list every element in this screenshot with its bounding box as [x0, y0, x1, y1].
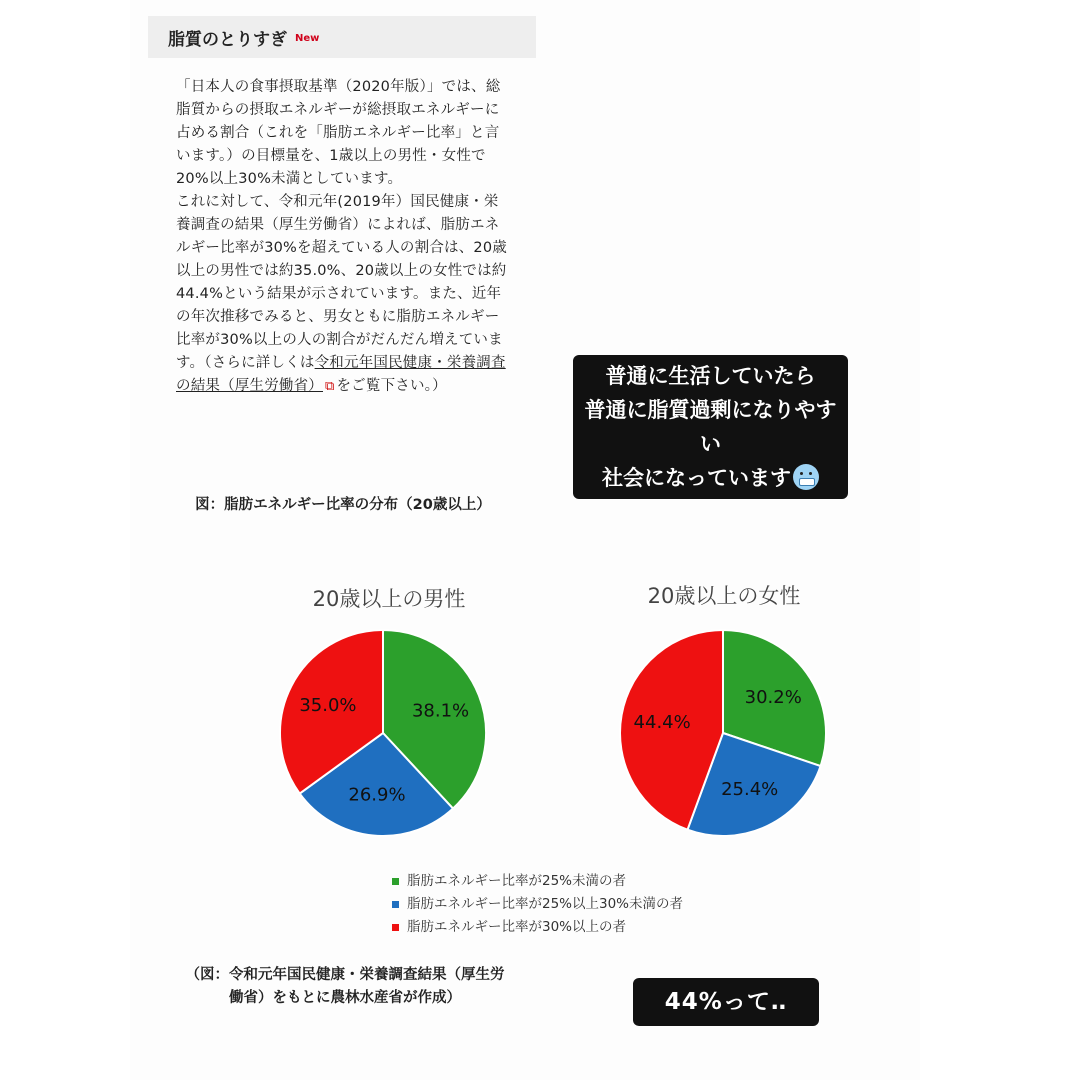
section-header	[148, 16, 536, 58]
pie-data-label: 38.1%	[411, 700, 470, 722]
legend-label: 脂肪エネルギー比率が25%未満の者	[407, 873, 627, 889]
legend-label: 脂肪エネルギー比率が30%以上の者	[407, 919, 627, 935]
pie-chart-male	[278, 628, 488, 838]
legend-item-over30	[392, 916, 683, 939]
pie-data-label: 35.0%	[299, 694, 357, 716]
pie-title-male: 20歳以上の男性	[312, 587, 466, 611]
article-body	[176, 76, 512, 398]
comment-sticker-bottom: 44%って‥	[633, 978, 819, 1026]
body-paragraph-1: 「日本人の食事摂取基準（2020年版）」では、総脂質からの摂取エネルギーが総摂取エネルギーに占める割合（これを「脂肪エネルギー比率」と言います。）の目標量を、1歳以上の男性・女性で20%以上30%未満としています。	[176, 79, 501, 187]
body-paragraph-2	[176, 191, 512, 398]
source-caption: （図：令和元年国民健康・栄養調査結果（厚生労働省）をもとに農林水産省が作成）	[185, 967, 505, 1006]
legend-item-25to30	[392, 893, 683, 916]
chart-legend	[392, 870, 683, 939]
cold-face-emoji-icon	[793, 464, 819, 490]
sticker-line-2: 普通に脂質過剰になりやすい	[584, 398, 837, 456]
pie-data-label: 26.9%	[348, 784, 406, 806]
survey-results-link[interactable]: 令和元年国民健康・栄養調査の結果（厚生労働省）	[176, 355, 506, 394]
comment-sticker-top	[573, 355, 848, 499]
legend-item-under25	[392, 870, 683, 893]
body-paragraph-2-text: これに対して、令和元年(2019年）国民健康・栄養調査の結果（厚生労働省）によれば、脂肪エネルギー比率が30%を超えている人の割合は、20歳以上の男性では約35.0%、20歳以上の女性では約44.4%という結果が示されています。また、近年の年次推移でみると、男女ともに脂肪エネルギー比率が30%以上の人の割合がだんだん増えています。（さらに詳しくは	[176, 194, 507, 371]
legend-label: 脂肪エネルギー比率が25%以上30%未満の者	[407, 896, 684, 912]
body-suffix: をご覧下さい。）	[336, 378, 447, 394]
legend-swatch-red	[392, 924, 399, 931]
sticker-line-3-wrap	[581, 461, 840, 495]
external-link-icon[interactable]: ⧉	[325, 379, 335, 394]
sticker-line-3: 社会になっています	[602, 466, 791, 490]
pie-chart-female	[618, 628, 828, 838]
section-title: 脂質のとりすぎ	[168, 29, 287, 50]
pie-data-label: 30.2%	[744, 686, 802, 708]
pie-data-label: 44.4%	[633, 712, 691, 734]
legend-swatch-blue	[392, 901, 399, 908]
pie-title-female: 20歳以上の女性	[647, 584, 801, 608]
figure-caption: 図：脂肪エネルギー比率の分布（20歳以上）	[195, 497, 491, 513]
pie-data-label: 25.4%	[721, 778, 779, 800]
new-badge: New	[295, 32, 320, 44]
legend-swatch-green	[392, 878, 399, 885]
sticker-line-1: 普通に生活していたら	[605, 364, 816, 388]
